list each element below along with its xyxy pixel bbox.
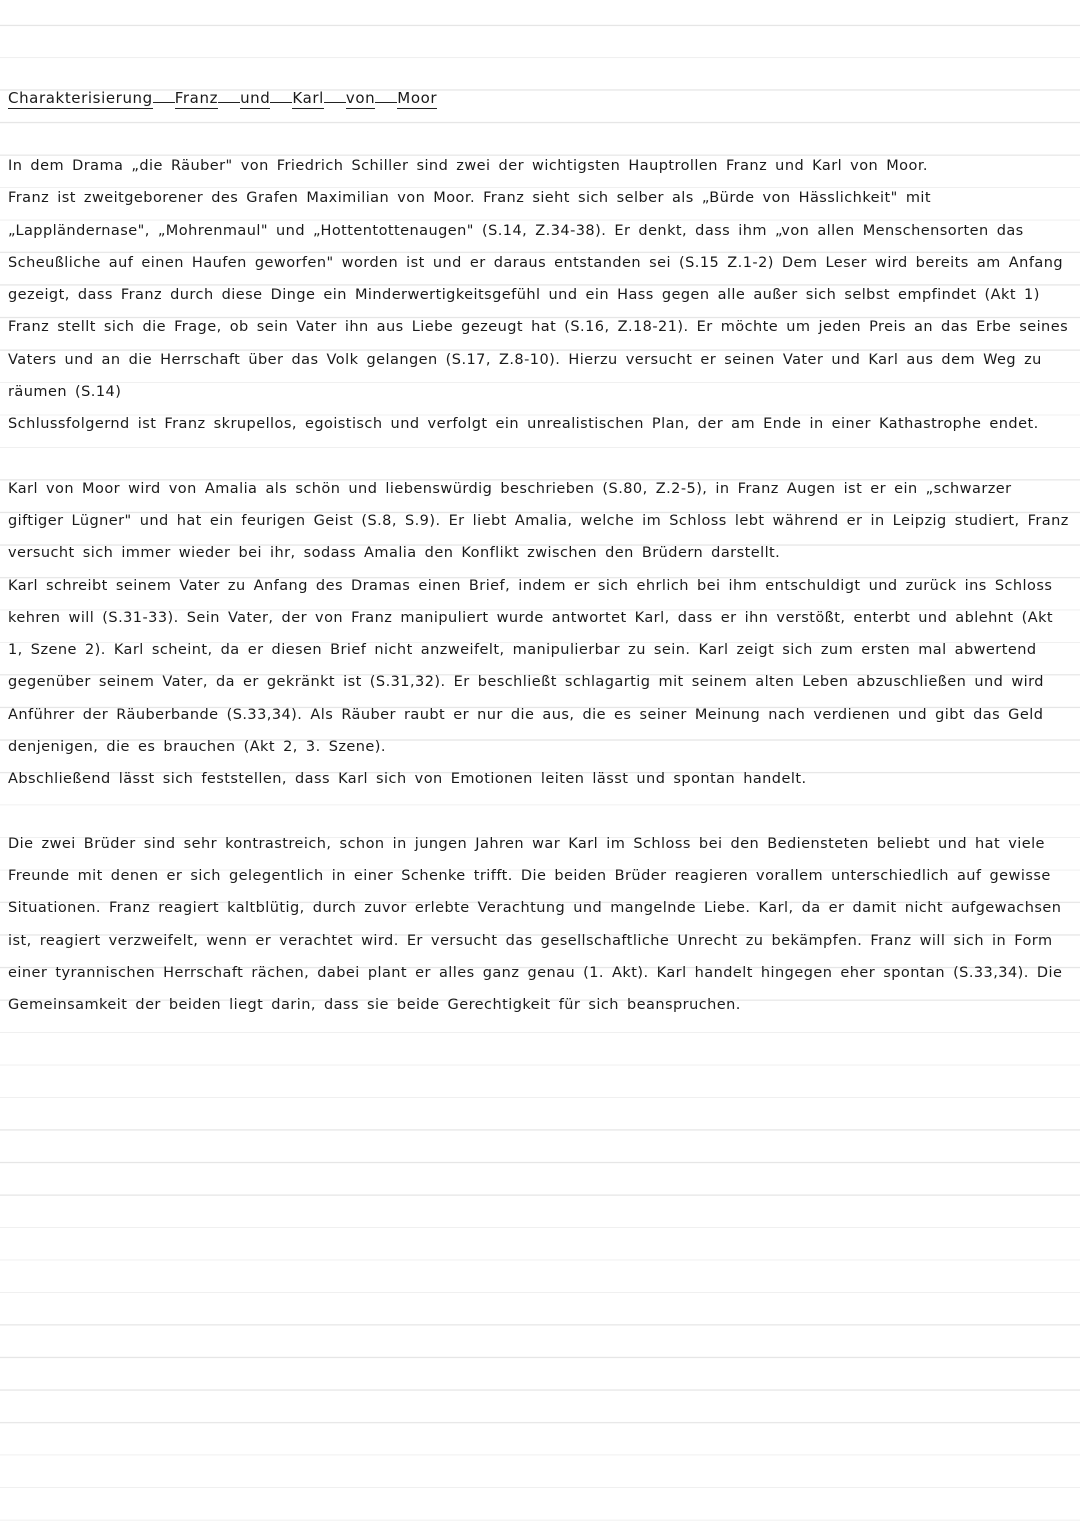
paragraph-introduction: In dem Drama „die Räuber" von Friedrich Schiller sind zwei der wichtigsten Hauptrollen Franz und Karl von Moor. bbox=[8, 158, 928, 174]
paragraph-comparison: Die zwei Brüder sind sehr kontrastreich, schon in jungen Jahren war Karl im Schloss bei den Bediensteten beliebt und hat viele Freunde mit denen er sich gelegentlich in einer Schenke trifft. Die beiden Brüder reagieren vorallem unterschiedlich auf gewisse Situationen. Franz reagiert kaltblütig, durch zuvor erlebte Verachtung und mangelnde Liebe. Karl, da er damit nicht aufgewachsen ist, reagiert verzweifelt, wenn er verachtet wird. Er versucht das gesellschaftliche Unrecht zu bekämpfen. Franz will sich in Form einer tyrannischen Herrschaft rächen, dabei plant er alles ganz genau (1. Akt). Karl handelt hingegen eher spontan (S.33,34). Die Gemeinsamkeit der beiden liegt darin, dass sie beide Gerechtigkeit für sich beanspruchen. bbox=[8, 835, 1063, 1014]
title-spacer bbox=[218, 101, 240, 103]
paragraph-spacer bbox=[8, 796, 1070, 828]
paragraph-karl-description: Karl von Moor wird von Amalia als schön und liebenswürdig beschrieben (S.80, Z.2-5), in Franz Augen ist er ein „schwarzer giftiger Lügner" und hat ein feurigen Geist (S.8, S.9). Er liebt Amalia, welche im Schloss lebt während er in Leipzig studiert, Franz versucht sich immer wieder bei ihr, sodass Amalia den Konflikt zwischen den Brüdern darstellt. bbox=[8, 480, 1069, 562]
title-word-franz: Franz bbox=[174, 89, 219, 107]
title-word-charakterisierung: Charakterisierung bbox=[8, 89, 153, 107]
essay-body bbox=[8, 150, 1070, 1021]
title-word-karl: Karl bbox=[292, 89, 324, 107]
paragraph-franz-conclusion: Schlussfolgernd ist Franz skrupellos, egoistisch und verfolgt ein unrealistischen Plan, der am Ende in einer Kathastrophe endet. bbox=[8, 416, 1039, 433]
title-spacer bbox=[153, 101, 175, 103]
title-spacer bbox=[375, 101, 397, 103]
paragraph-karl-conclusion: Abschließend lässt sich feststellen, dass Karl sich von Emotionen leiten lässt und spontan handelt. bbox=[8, 771, 807, 788]
title-spacer bbox=[270, 101, 292, 103]
paragraph-franz-description: Franz ist zweitgeborener des Grafen Maximilian von Moor. Franz sieht sich selber als „Bürde von Hässlichkeit" mit „Lappländernase", „Mohrenmaul" und „Hottentottenaugen" (S.14, Z.34-38). Er denkt, dass ihm „von allen Menschensorten das Scheußliche auf einen Haufen geworfen" worden ist und er daraus entstanden sei (S.15 Z.1-2) Dem Leser wird bereits am Anfang gezeigt, dass Franz durch diese Dinge ein Minderwertigkeitsgefühl und ein Hass gegen alle außer sich selbst empfindet (Akt 1) Franz stellt sich die Frage, ob sein Vater ihn aus Liebe gezeugt hat (S.16, Z.18-21). Er möchte um jeden Preis an das Erbe seines Vaters und an die Herrschaft über das Volk gelangen (S.17, Z.8-10). Hierzu versucht er seinen Vater und Karl aus dem Weg zu räumen (S.14) bbox=[8, 190, 1069, 401]
title-word-von: von bbox=[345, 89, 376, 107]
title-word-moor: Moor bbox=[397, 89, 438, 107]
paragraph-spacer bbox=[8, 441, 1070, 473]
paragraph-karl-letter: Karl schreibt seinem Vater zu Anfang des Dramas einen Brief, indem er sich ehrlich bei ihm entschuldigt und zurück ins Schloss kehren will (S.31-33). Sein Vater, der von Franz manipuliert wurde antwortet Karl, dass er ihn verstößt, enterbt und ablehnt (Akt 1, Szene 2). Karl scheint, da er diesen Brief nicht anzweifelt, manipulierbar zu sein. Karl zeigt sich zum ersten mal abwertend gegenüber seinem Vater, da er gekränkt ist (S.31,32). Er beschließt schlagartig mit seinem alten Leben abzuschließen und wird Anführer der Räuberbande (S.33,34). Als Räuber raubt er nur die aus, die es seiner Meinung nach verdienen und gibt das Geld denjenigen, die es brauchen (Akt 2, 3. Szene). bbox=[8, 577, 1054, 756]
page-title bbox=[8, 88, 437, 108]
title-word-und: und bbox=[240, 89, 271, 107]
title-spacer bbox=[324, 101, 346, 103]
